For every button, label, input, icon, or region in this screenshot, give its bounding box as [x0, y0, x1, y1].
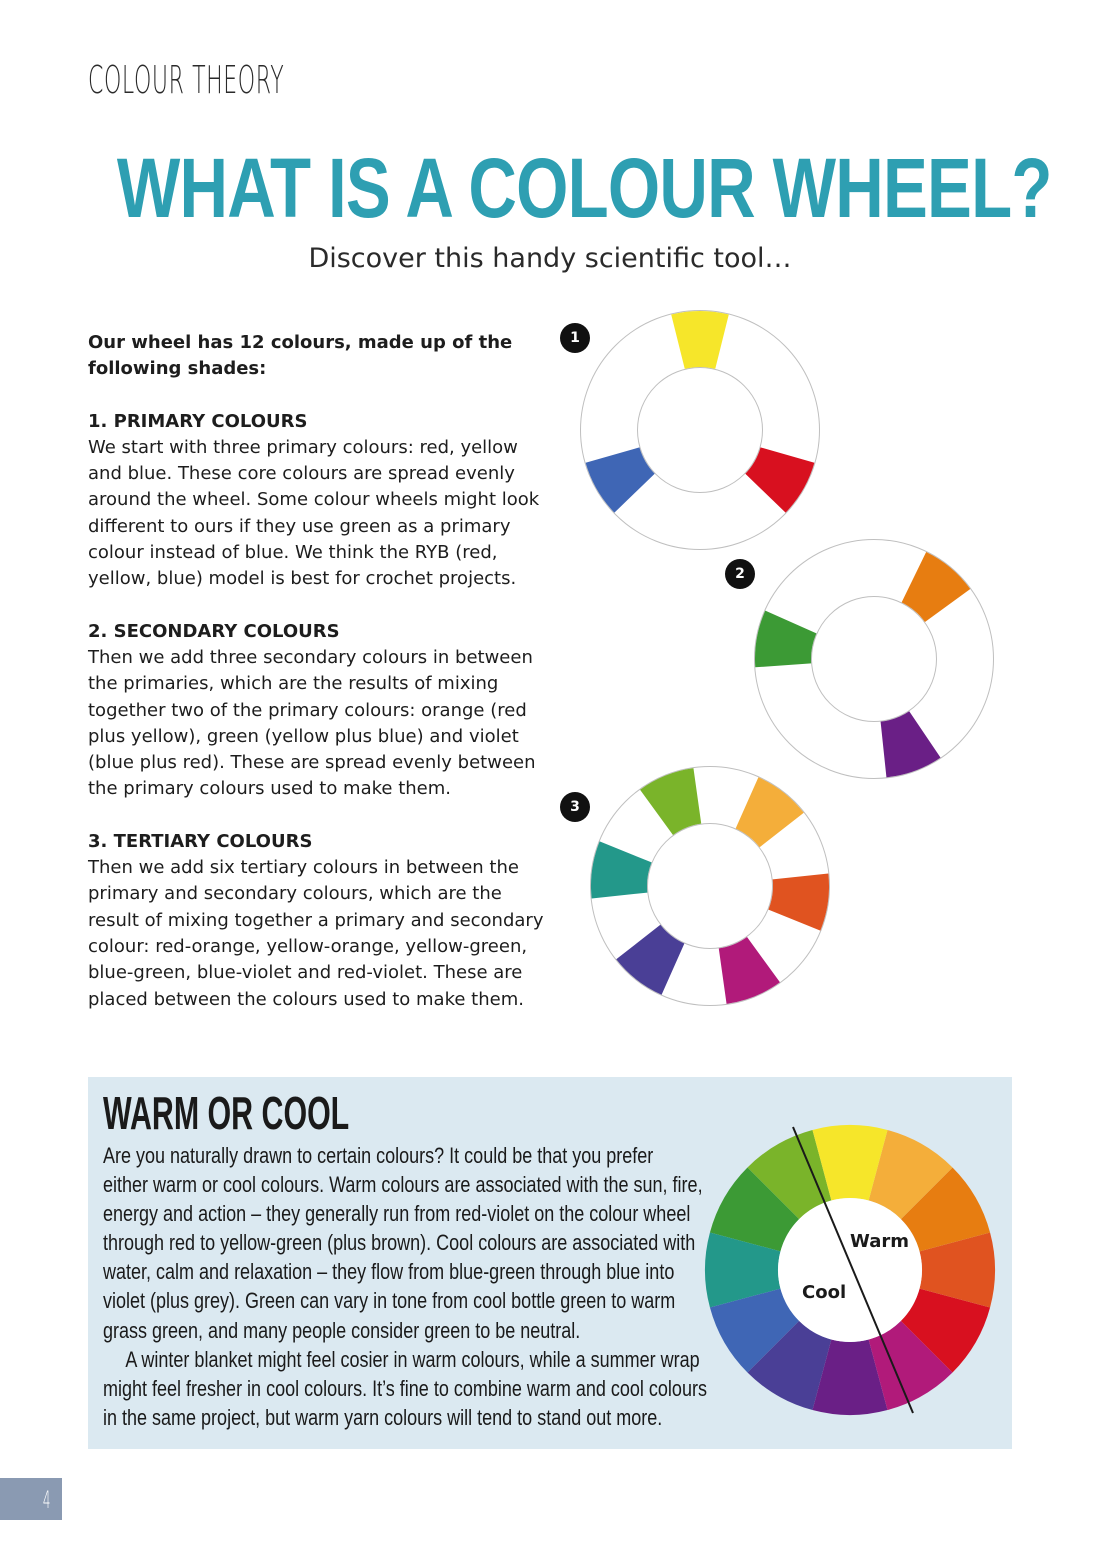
page-number: 4 [42, 1486, 51, 1514]
tertiary-text: Then we add six tertiary colours in between the primary and secondary colours, which are the result of mixing together a primary and secondary colour: red-orange, yellow-orange, yellow-green, blue-green, blue-violet and red-violet. These are placed between the colours used to make them. [88, 857, 544, 1010]
wheel-centre [778, 1198, 922, 1342]
cool-label: Cool [802, 1282, 847, 1303]
section-label: COLOUR THEORY [88, 58, 285, 102]
primary-heading: 1. PRIMARY COLOURS [88, 410, 308, 432]
warm-cool-title: WARM OR COOL [103, 1087, 350, 1139]
body-text [88, 330, 548, 1039]
primary-colour-wheel [577, 307, 823, 553]
warm-cool-line: violet (plus grey). Green can vary in tone from cool bottle green to warm [103, 1288, 676, 1314]
warm-label: Warm [850, 1231, 909, 1252]
warm-cool-line: either warm or cool colours. Warm colours are associated with the sun, fire, [103, 1172, 703, 1198]
step-badge-2: 2 [725, 559, 755, 589]
warm-cool-line: through red to yellow-green (plus brown). Cool colours are associated with [103, 1230, 696, 1256]
tertiary-colour-wheel [587, 763, 833, 1009]
warm-cool-line: in the same project, but warm yarn colours will tend to stand out more. [103, 1404, 663, 1430]
secondary-colour-wheel [751, 536, 997, 782]
secondary-text: Then we add three secondary colours in between the primaries, which are the results of mixing together two of the primary colours: orange (red plus yellow), green (yellow plus blue) and violet (blue plus red). These are spread evenly between the primary colours used to make them. [88, 646, 536, 800]
page-title-text: WHAT IS A COLOUR WHEEL? [116, 141, 1052, 235]
step-badge-1: 1 [560, 323, 590, 353]
tertiary-heading: 3. TERTIARY COLOURS [88, 830, 313, 852]
warm-cool-line: might feel fresher in cool colours. It’s fine to combine warm and cool colours [103, 1375, 707, 1401]
warm-cool-wheel [700, 1120, 1000, 1420]
primary-text: We start with three primary colours: red, yellow and blue. These core colours are spread evenly around the wheel. Some colour wheels might look different to ours if they use green as a primary colour instead of blue. We think the RYB (red, yellow, blue) model is best for crochet projects. [88, 436, 540, 590]
warm-cool-line: water, calm and relaxation – they flow from blue-green through blue into [103, 1259, 675, 1285]
page-subtitle: Discover this handy scientific tool… [308, 243, 792, 274]
warm-cool-line: A winter blanket might feel cosier in warm colours, while a summer wrap [125, 1346, 700, 1372]
page-number-tab [0, 1478, 62, 1520]
step-badge-3: 3 [560, 792, 590, 822]
page-title [0, 140, 1100, 237]
warm-cool-line: Are you naturally drawn to certain colours? It could be that you prefer [103, 1143, 654, 1168]
secondary-heading: 2. SECONDARY COLOURS [88, 620, 340, 642]
warm-cool-line: energy and action – they generally run from red-violet on the colour wheel [103, 1201, 691, 1227]
warm-cool-line: grass green, and many people consider green to be neutral. [103, 1317, 581, 1343]
intro-text: Our wheel has 12 colours, made up of the following shades: [88, 332, 513, 380]
